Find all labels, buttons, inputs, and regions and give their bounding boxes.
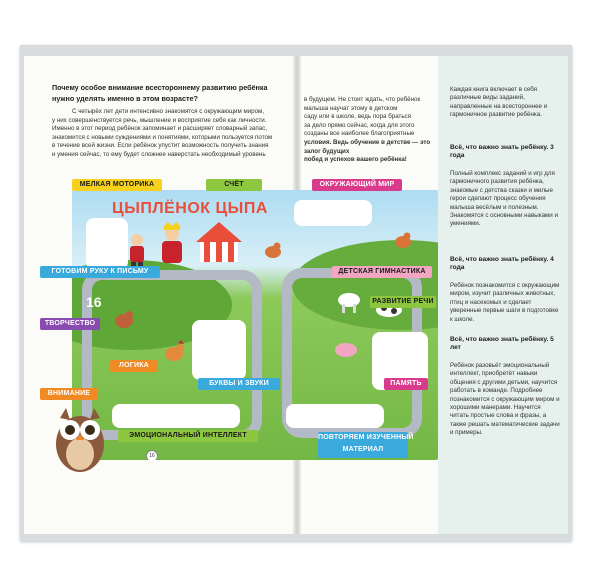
intro-line: у них совершенствуется речь, мышление и восприятие себя как личности. <box>52 116 267 124</box>
tag-fine-motor: МЕЛКАЯ МОТОРИКА <box>72 179 162 191</box>
tag-world: ОКРУЖАЮЩИЙ МИР <box>312 179 402 191</box>
intro-line: и умения сейчас, то ему будет сложнее наверстать необходимый уровень <box>52 150 266 158</box>
tag-emotional: ЭМОЦИОНАЛЬНЫЙ ИНТЕЛЛЕКТ <box>118 430 258 442</box>
chicken-icon <box>262 240 284 260</box>
tag-review-line: ПОВТОРЯЕМ ИЗУЧЕННЫЙ <box>318 434 414 441</box>
hen-icon <box>112 308 136 330</box>
intro-right-line: в будущем. Не стоит ждать, что ребёнок <box>304 96 421 103</box>
intro-right-line: побед и успехов вашего ребёнка! <box>304 156 407 164</box>
pig-icon <box>332 340 360 360</box>
sidebar-text-4: Ребёнок познакомится с окружающим миром, изучит различных животных, птиц и насекомых и сделает уверенные первые шаги в подготовке к школе. <box>450 282 560 323</box>
tag-memory: ПАМЯТЬ <box>384 378 428 390</box>
intro-line: С четырёх лет дети интенсивно знакомятся с окружающим миром, <box>72 108 265 115</box>
owl-mascot-icon <box>52 402 108 474</box>
intro-right-line: за дело прямо сейчас, когда для этого <box>304 121 415 129</box>
page-counter-number: 16 <box>86 294 102 310</box>
illustration <box>72 190 438 460</box>
tag-logic: ЛОГИКА <box>110 360 158 372</box>
king-character-icon <box>152 222 192 266</box>
sidebar-heading-5-text: Всё, что важно знать ребёнку. 5 лет <box>450 336 554 352</box>
tag-speech: РАЗВИТИЕ РЕЧИ <box>370 296 436 308</box>
sidebar-heading-3 <box>450 144 560 161</box>
tag-hand-prep: ГОТОВИМ РУКУ К ПИСЬМУ <box>40 266 160 278</box>
intro-right-line: саду или в школе, ведь пора браться <box>304 113 412 121</box>
sidebar-heading-4 <box>450 256 560 273</box>
intro-right-line: условия. Ведь обучение в детстве — это залог будущих <box>304 138 431 155</box>
page-number: 16 <box>146 450 158 460</box>
speech-bubble <box>286 404 384 428</box>
speech-bubble <box>192 320 246 380</box>
intro-line: в течение всей жизни. Если ребёнок упустит возможность получить знания <box>52 142 269 150</box>
speech-bubble <box>86 218 128 270</box>
sidebar-heading-3-text: Всё, что важно знать ребёнку. 3 года <box>450 144 554 160</box>
intro-line: Именно в этот период ребёнок запоминает и расширяет словарный запас, <box>52 125 267 133</box>
tag-review-line: МАТЕРИАЛ <box>342 446 384 453</box>
speech-bubble <box>112 404 240 428</box>
intro-line: знакомится с новыми суждениями и понятиями, которыми пользуется потом <box>52 133 273 141</box>
intro-right-line: созданы все наиболее благоприятные <box>304 130 415 138</box>
sidebar-heading-5 <box>450 336 560 353</box>
goat-icon <box>334 286 364 314</box>
intro-left <box>52 82 288 160</box>
rooster-icon <box>162 340 188 364</box>
tag-creativity: ТВОРЧЕСТВО <box>40 318 100 330</box>
sidebar-text-3: Полный комплекс заданий и игр для гармоничного развития ребёнка, знакомые с детства сказки и милые герои сделают процесс обучения малыша весёлым и полезным. Знакомятся с основными навыками и умениями. <box>450 170 558 228</box>
chicken-icon <box>392 230 414 250</box>
tag-letters: БУКВЫ И ЗВУКИ <box>198 378 280 390</box>
intro-right-line: малыша научат этому в детском <box>304 104 398 112</box>
tag-review <box>318 432 414 458</box>
sidebar-heading-4-text: Всё, что важно знать ребёнку. 4 года <box>450 256 554 272</box>
speech-bubble <box>294 200 372 226</box>
intro-question: Почему особое внимание всестороннему развитию ребёнка нужно уделять именно в этом возрасте? <box>52 83 268 103</box>
illustration-title: ЦЫПЛЁНОК ЦЫПА <box>112 200 268 217</box>
intro-right <box>304 96 436 165</box>
sidebar-intro: Каждая книга включает в себя различные виды заданий, направленные на всестороннее и гармоничное развитие ребёнка. <box>450 86 548 119</box>
tag-counting: СЧЁТ <box>206 179 262 191</box>
tag-gymnastics: ДЕТСКАЯ ГИМНАСТИКА <box>332 266 432 278</box>
circus-tent-icon <box>194 220 244 264</box>
sidebar-text-5: Ребёнок разовьёт эмоциональный интеллект, приобретёт навыки общения с другими детьми, научится работать в команде. Подробнее познакомится с окружающим миром и хорошими манерами. Научится читать простые слова и фразы, а также решать математические задачи и примеры. <box>450 362 560 437</box>
tag-attention: ВНИМАНИЕ <box>40 388 98 400</box>
